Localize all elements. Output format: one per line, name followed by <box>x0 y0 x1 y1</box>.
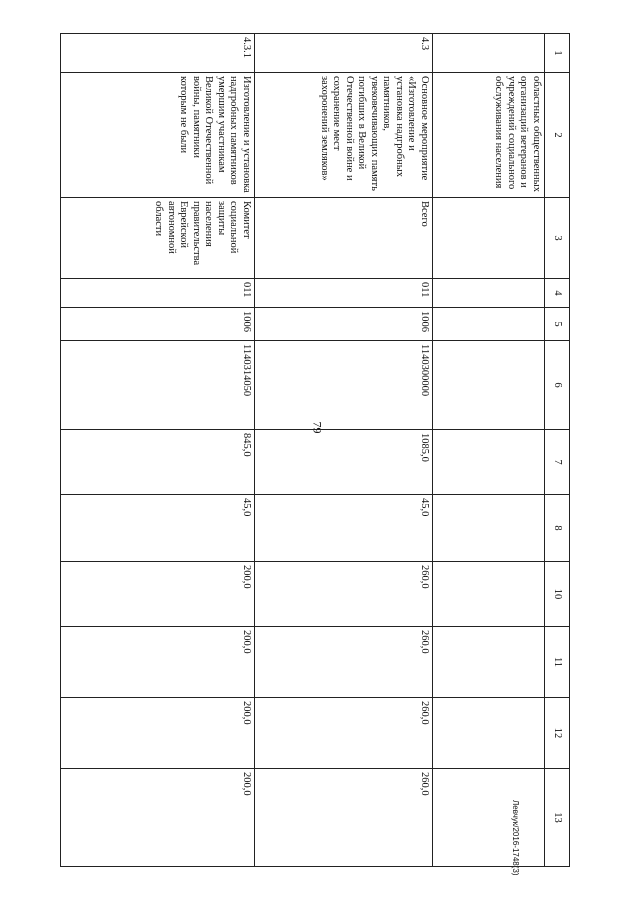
header-cell: 5 <box>545 308 570 341</box>
cell-year: 260,0 <box>255 627 433 698</box>
cell-section <box>433 308 545 341</box>
cell-number: 4.3.1 <box>61 34 255 73</box>
cell-year <box>433 562 545 627</box>
document-reference: Левчук/2016-1748(3) <box>511 800 520 876</box>
cell-year <box>433 769 545 867</box>
budget-table <box>60 33 570 867</box>
cell-total: 845,0 <box>61 430 255 495</box>
cell-grbs <box>433 279 545 308</box>
rotated-table <box>60 33 570 823</box>
cell-year: 260,0 <box>255 698 433 769</box>
cell-name: Изготовление и установка надгробных памятников умершим участникам Великой Отечественной войны, памятники которым не были <box>61 73 255 198</box>
cell-target-code: 1140300000 <box>255 341 433 430</box>
cell-total: 1085,0 <box>255 430 433 495</box>
cell-year: 260,0 <box>255 562 433 627</box>
header-cell: 3 <box>545 198 570 279</box>
header-row <box>545 34 570 867</box>
cell-number <box>433 34 545 73</box>
table-row <box>433 34 545 867</box>
table-container <box>60 33 570 823</box>
cell-year <box>433 495 545 562</box>
cell-name: Основное мероприятие «Изготовление и установка надгробных памятников, увековечивающих память погибших в Великой Отечественной войне и сохранение мест захоронений земляков» <box>255 73 433 198</box>
cell-executor: Комитет социальной защиты населения правительства Еврейской автономной области <box>61 198 255 279</box>
cell-year: 200,0 <box>61 698 255 769</box>
cell-grbs: 011 <box>61 279 255 308</box>
cell-name: областных общественных организаций ветеранов и учреждений социального обслуживания населения <box>433 73 545 198</box>
table-row <box>255 34 433 867</box>
header-cell: 2 <box>545 73 570 198</box>
header-cell: 7 <box>545 430 570 495</box>
cell-grbs: 011 <box>255 279 433 308</box>
cell-target-code: 1140314050 <box>61 341 255 430</box>
header-cell: 1 <box>545 34 570 73</box>
cell-year: 200,0 <box>61 627 255 698</box>
header-cell: 6 <box>545 341 570 430</box>
header-cell: 11 <box>545 627 570 698</box>
cell-year: 45,0 <box>255 495 433 562</box>
cell-executor: Всего <box>255 198 433 279</box>
cell-section: 1006 <box>255 308 433 341</box>
cell-year: 260,0 <box>255 769 433 867</box>
cell-number: 4.3 <box>255 34 433 73</box>
header-cell: 10 <box>545 562 570 627</box>
cell-total <box>433 430 545 495</box>
cell-year: 200,0 <box>61 769 255 867</box>
cell-year <box>433 698 545 769</box>
header-cell: 13 <box>545 769 570 867</box>
header-cell: 4 <box>545 279 570 308</box>
page-number: 79 <box>310 421 325 434</box>
cell-executor <box>433 198 545 279</box>
cell-target-code <box>433 341 545 430</box>
cell-year: 200,0 <box>61 562 255 627</box>
cell-section: 1006 <box>61 308 255 341</box>
cell-year <box>433 627 545 698</box>
header-cell: 12 <box>545 698 570 769</box>
header-cell: 8 <box>545 495 570 562</box>
cell-year: 45,0 <box>61 495 255 562</box>
table-row <box>61 34 255 867</box>
